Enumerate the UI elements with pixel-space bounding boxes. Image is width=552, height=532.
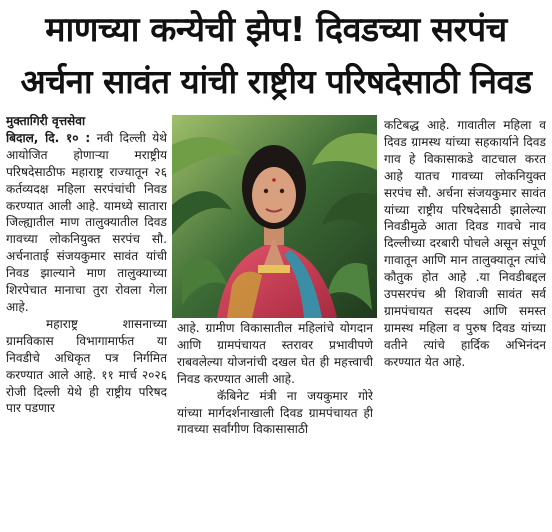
article-column-1	[6, 113, 167, 532]
article-paragraph: कटिबद्ध आहे. गावातील महिला व दिवड ग्रामस्थ यांच्या सहकार्याने दिवड गाव हे विकासाकडे वाटचाल करत आहे यातच गावच्या लोकनियुक्त सरपंच सौ. अर्चना संजयकुमार सावंत यांच्या राष्ट्रीय परिषदेसाठी झालेल्या निवडीमुळे आता दिवड गावचे नाव दिल्लीच्या दरबारी पोचले असून संपूर्ण गावातून आणि मान तालुक्यातून त्यांचे कौतुक होत आहे .या निवडीबद्दल उपसरपंच श्री शिवाजी सावंत सर्व ग्रामपंचायत सदस्य आणि समस्त ग्रामस्थ महिला व पुरुष दिवड यांच्या वतीने त्यांचे हार्दिक अभिनंदन करण्यात येत आहे.	[384, 118, 546, 369]
article-paragraph: आहे. ग्रामीण विकासातील महिलांचे योगदान आणि ग्रामपंचायत स्तरावर प्रभावीपणे राबवलेल्या योजनांची दखल घेत ही महत्त्वाची निवड करण्यात आली आहे.	[177, 321, 373, 386]
article-paragraph: कॅबिनेट मंत्री ना जयकुमार गोरे यांच्या मार्गदर्शनाखाली दिवड ग्रामपंचायत ही गावच्या सर्वांगीण विकासासाठी	[177, 388, 373, 437]
portrait-photo	[172, 115, 377, 318]
headline-line-1: माणच्या कन्येची झेप! दिवडच्या सरपंच	[45, 10, 507, 50]
headline-line-2: अर्चना सावंत यांची राष्ट्रीय परिषदेसाठी निवड	[20, 62, 532, 101]
article-column-2	[177, 320, 373, 532]
byline: मुक्तागिरी वृत्तसेवा	[6, 114, 86, 128]
article-lead-text: नवी दिल्ली येथे आयोजित होणाऱ्या मराष्ट्रीय परिषदेसाठीफ महाराष्ट्र राज्यातून २६ कर्तव्यदक्ष महिला सरपंचांची निवड करण्यात आली आहे. यामध्ये सातारा जिल्ह्यातील माण तालुक्यातील दिवड गावच्या लोकनियुक्त सरपंच सौ. अर्चनाताई संजयकुमार सावंत यांची निवड झाल्याने माण तालुक्याच्या शिरपेचात मानाचा तुरा रोवला गेला आहे.	[6, 130, 167, 314]
dateline: बिदाल, दि. १० :	[6, 130, 91, 145]
article-paragraph: महाराष्ट्र शासनाच्या ग्रामविकास विभागामार्फत या निवडीचे अधिकृत पत्र निर्गमित करण्यात आले आहे. ११ मार्च २०२६ रोजी दिल्ली येथे ही राष्ट्रीय परिषद पार पडणार	[6, 316, 167, 416]
headline	[6, 4, 546, 108]
article-column-3	[384, 117, 546, 532]
